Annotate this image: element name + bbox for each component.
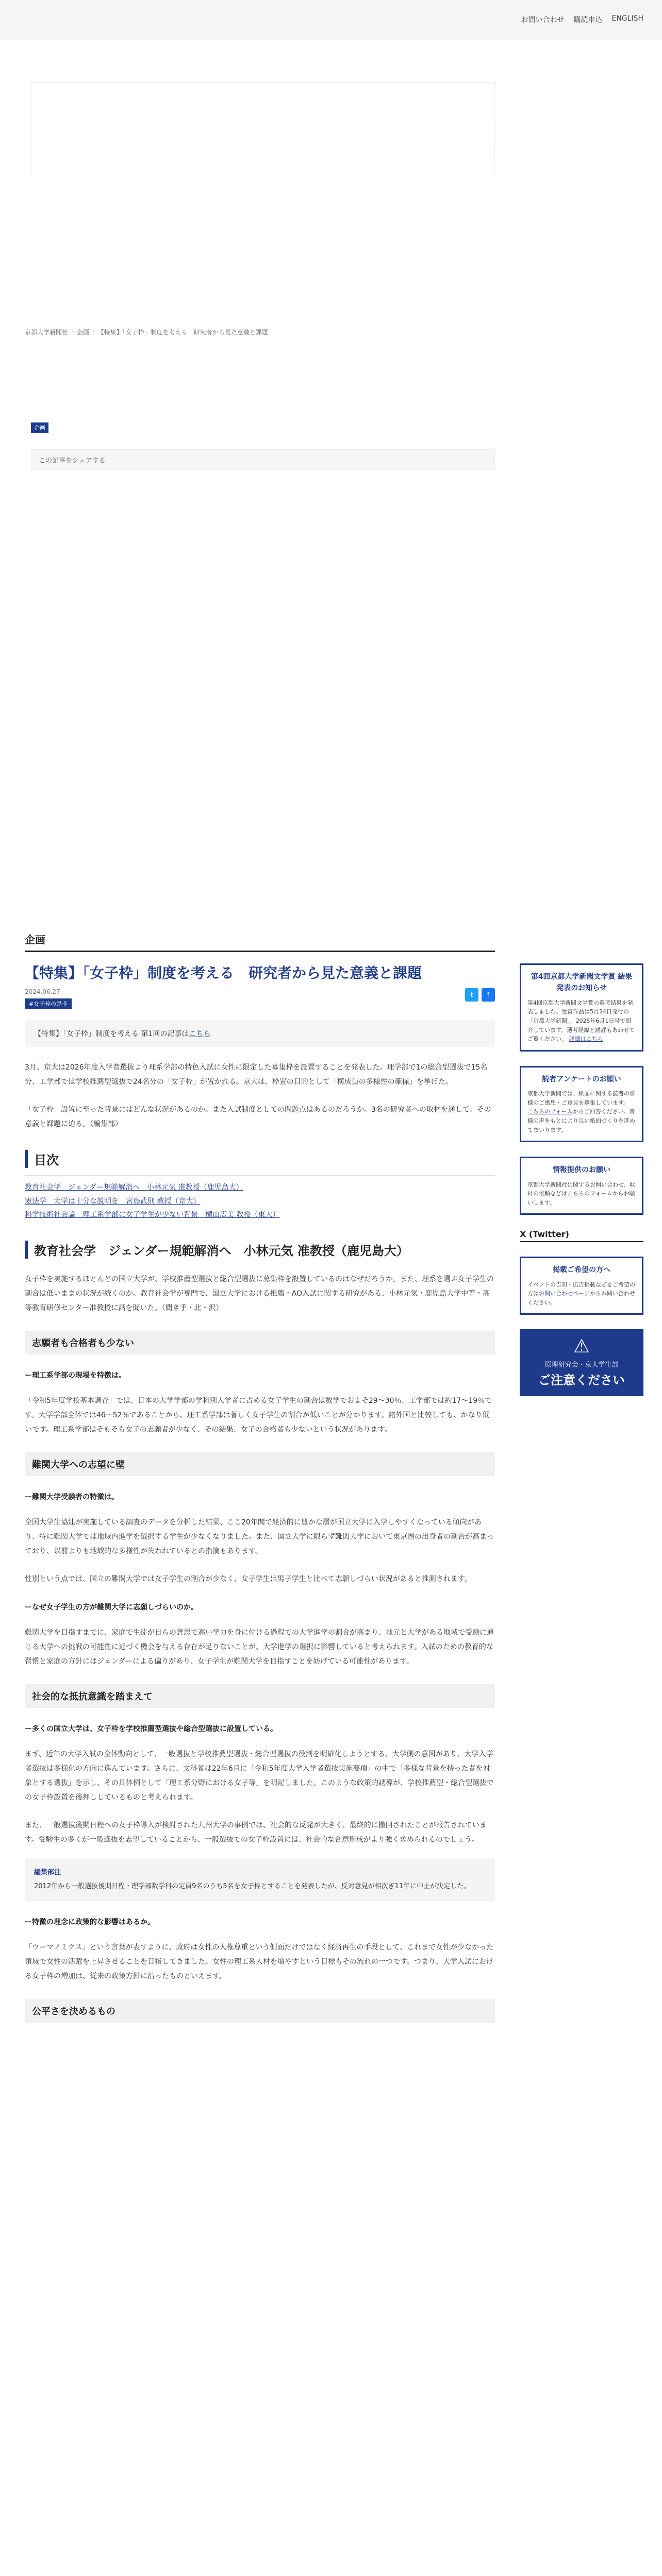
- intro-link[interactable]: こちら: [189, 1030, 211, 1038]
- subheading: 社会的な抵抗意識を踏まえて: [25, 1684, 495, 1708]
- breadcrumb-separator: ›: [92, 328, 95, 335]
- breadcrumb: [25, 328, 268, 336]
- twitter-share-icon[interactable]: t: [465, 988, 478, 1002]
- lead-paragraph: 3月、京大は2026年度入学者選抜より理系学部の特色入試に女性に限定した募集枠を設置することを発表した。理学部で1の総合型選抜で15名分、工学部では学校推薦型選抜で24名分の「女子枠」が置かれる。京大は、枠置の目的として「構成員の多様性の確保」を挙げた。: [25, 1063, 488, 1086]
- interview-question: ー理工系学部の現場を特徴は。: [25, 1371, 126, 1380]
- toc-item[interactable]: 教育社会学 ジェンダー規範解消へ 小林元気 准教授（鹿児島大）: [25, 1183, 243, 1192]
- article-title: 【特集】「女子枠」制度を考える 研究者から見た意義と課題: [25, 964, 422, 981]
- sidebar-box-text: 京都大学新聞社に関するお問い合わせ、取材の依頼などは: [527, 1181, 635, 1197]
- ad-banner: [31, 82, 495, 175]
- lead-paragraph: 「女子枠」設置に至った背景にはどんな状況があるのか。また入試制度としての問題点はあるのだろうか。3名の研究者への取材を通して、その意義と課題に迫る。（編集部）: [25, 1106, 491, 1128]
- sidebar-box-title: 第4回京都大学新聞文学賞 結果発表のお知らせ: [531, 973, 633, 993]
- sidebar-box-link[interactable]: お問い合わせ: [539, 1290, 573, 1297]
- top-link-contact[interactable]: お問い合わせ: [521, 16, 565, 24]
- interview-answer: 「令和5年度学校基本調査」では、日本の大学学部の学科別入学者に占める女子学生の割合は数学でおよそ29～30％、工学部では約17～19％です。大学学部全体では46～52％であることから、理工系学部は著しく女子学生の割合が低いことが分かります。諸外国と比較しても、かなり低いです。理工系学部はそもそも女子の志願者が少なく、その結果、女子の合格者も少ないという状況があります。: [25, 1396, 492, 1434]
- x-twitter-heading[interactable]: X (Twitter): [520, 1229, 643, 1242]
- share-bar: この記事をシェアする: [31, 449, 495, 470]
- sidebar-box-link[interactable]: こちらのフォーム: [527, 1108, 573, 1115]
- subheading: 難関大学への志望に壁: [25, 1452, 495, 1476]
- editor-note-title: 編集部注: [34, 1868, 61, 1876]
- warning-title: ご注意ください: [538, 1373, 625, 1388]
- editor-note: [25, 1858, 495, 1901]
- breadcrumb-current: 【特集】「女子枠」制度を考える 研究者から見た意義と課題: [97, 329, 268, 336]
- intro-text: 【特集】「女子枠」制度を考える 第1回の記事は: [34, 1030, 189, 1038]
- sidebar-box-text: のフォームからお願いします。: [527, 1190, 635, 1206]
- interview-answer: また、一般選抜後期日程への女子枠導入が検討された九州大学の事例では、社会的な反発が大きく、最終的に撤回されたことが報告されています。受験生の多くが一般選抜を志望していることから、一般選抜での女子枠設置には、社会的な合意形成がより強く求められるのでしょう。: [25, 1821, 487, 1844]
- interview-answer: 全国大学生協連が実施している調査のデータを分析した結果、ここ20年間で経済的に豊かな層が国立大学に入学しやすくなっている傾向があり、特に難関大学では地域内進学を選択する学生が少なくなりました。また、国立大学に限らず難関大学において東京圏の出身者の割合が高まっており、以前よりも地域的な多様性が失われているとの指摘もあります。: [25, 1518, 494, 1555]
- sidebar-info-request: [520, 1157, 643, 1215]
- interview-answer: 「ウーマノミクス」という言葉が表すように、政府は女性の人権尊重という側面だけではなく経済再生の手段として、これまで女性が少なかった領域で女性の活躍を上昇させることを目指してきました。女性の理工系人材を増やすという目標もその流れの一つです。つまり、大学入試における女子枠の増加は、従来の政策方針に沿ったものといえます。: [25, 1943, 494, 1980]
- category-tag[interactable]: 企画: [31, 422, 48, 433]
- article-date: 2024.06.27: [25, 988, 60, 995]
- sidebar: [520, 963, 643, 1396]
- sidebar-box-title: 読者アンケートのお願い: [542, 1075, 621, 1083]
- toc-heading: 目次: [25, 1150, 495, 1168]
- interview-question: ー難関大学受験者の特徴は。: [25, 1493, 119, 1501]
- sidebar-box-text: からご回答ください。皆様の声をもとにより良い紙面づくりを進めてまいります。: [527, 1108, 635, 1133]
- sidebar-box-text: イベントの告知・広告掲載などをご希望の方は: [527, 1281, 635, 1297]
- facebook-share-icon[interactable]: f: [482, 988, 495, 1002]
- intro-box: [25, 1020, 495, 1047]
- interview-question: ー多くの国立大学は、女子枠を学校推薦型選抜や総合型選抜に設置している。: [25, 1724, 277, 1733]
- sidebar-box-text: 京都大学新聞では、紙面に関する読者の皆様のご感想・ご意見を募集しています。: [527, 1090, 635, 1106]
- article: [25, 931, 495, 2023]
- top-links: [521, 14, 643, 25]
- toc-item[interactable]: 科学技術社会論 理工系学部に女子学生が少ない背景 横山広美 教授（東大）: [25, 1211, 280, 1219]
- sidebar-box-title: 掲載ご希望の方へ: [553, 1266, 610, 1275]
- toc-item[interactable]: 憲法学 大学は十分な説明を 宮島武則 教授（京大）: [25, 1197, 201, 1206]
- breadcrumb-separator: ›: [71, 328, 74, 335]
- section-heading: 教育社会学 ジェンダー規範解消へ 小林元気 准教授（鹿児島大）: [25, 1241, 495, 1259]
- warning-icon: ⚠: [573, 1336, 590, 1358]
- interview-answer: まず、近年の大学入試の全体動向として、一般選抜と学校推薦型選抜・総合型選抜の役割を明確化しようとする、大学側の意図があり、大学入学者選抜は多様化の方向に進んでいます。さらに、文科省は22年6月に「令和5年度大学入学者選抜実施要項」の中で「多様な背景を持った者を対象とする選抜」を示し、その具体例として「理工系分野における女子等」を明記しました。このような政策的誘導が、学校推薦型・総合型選抜での女子枠設置を後押ししているものと考えられます。: [25, 1750, 494, 1802]
- sidebar-box-text: ページからお問い合わせください。: [527, 1290, 635, 1306]
- interview-answer: 性別という点では、国立の難関大学では女子学生の割合が少なく、女子学生は男子学生と比べて志願しづらい状況があると推測されます。: [25, 1574, 472, 1583]
- share-buttons: [465, 988, 495, 1002]
- subheading: 志願者も合格者も少ない: [25, 1331, 495, 1354]
- breadcrumb-category[interactable]: 企画: [76, 329, 89, 336]
- interview-answer: 難関大学を目指すまでに、家庭で生徒が自らの意思で高い学力を身に付ける過程での大学進学の割合が高まり、地元と大学がある地域で受験に通じる大学への挑戦の可能性に近づく機会を与える存在が足りないことが、大学進学の選択に影響していると考えられます。入試のための教育的な習慣と家庭の方針にはジェンダーによる偏りがあり、女子学生が難関大学を目指すことを妨げている可能性があります。: [25, 1628, 494, 1666]
- sidebar-survey: [520, 1066, 643, 1142]
- article-category-badge[interactable]: #女子枠の是非: [25, 998, 72, 1009]
- warning-banner[interactable]: [520, 1329, 643, 1396]
- editor-note-text: 2012年から一般選抜後期日程・理学部数学科の定員9名のうち5名を女子枠とすることを発表したが、反対意見が相次ぎ11年に中止が決定した。: [34, 1883, 471, 1891]
- subheading: 公平さを決めるもの: [25, 1999, 495, 2023]
- sidebar-box-link[interactable]: 詳細はこちら: [569, 1036, 603, 1043]
- section-lead: 女子枠を実施するほとんどの国立大学が、学校推薦型選抜と総合型選抜に募集枠を設置しているのはなぜだろうか。また、理系を選ぶ女子学生の割合は低いままの状況が続くのか。教育社会学が専門で、国立大学における推薦・AO入試に関する研究がある、小林元気・鹿児島大学中等・高等教育研修センター准教授に話を聞いた。（聞き手・北・沢）: [25, 1275, 494, 1312]
- top-link-subscribe[interactable]: 購読申込: [573, 16, 603, 24]
- table-of-contents: [25, 1175, 495, 1222]
- sidebar-box-title: 情報提供のお願い: [553, 1166, 610, 1175]
- breadcrumb-home[interactable]: 京都大学新聞社: [25, 329, 69, 336]
- interview-question: ーなぜ女子学生の方が難関大学に志願しづらいのか。: [25, 1603, 198, 1612]
- sidebar-box-text: 第4回京都大学新聞文学賞の選考結果を発表しました。受賞作品は5月24日発行の「京都大学新聞」、2025年6月1日号で紹介しています。選考経緯と講評もあわせてご覧ください。: [527, 999, 635, 1043]
- top-bar: [0, 0, 662, 40]
- sidebar-literary-award: [520, 963, 643, 1052]
- sidebar-advertise: [520, 1257, 643, 1315]
- top-link-english[interactable]: ENGLISH: [611, 14, 643, 23]
- section-label: 企画: [25, 931, 495, 952]
- warning-subtitle: 原理研究会・京大学生部: [544, 1361, 619, 1369]
- sidebar-box-link[interactable]: こちら: [567, 1190, 584, 1197]
- interview-question: ー特徴の理念に政策的な影響はあるか。: [25, 1918, 155, 1926]
